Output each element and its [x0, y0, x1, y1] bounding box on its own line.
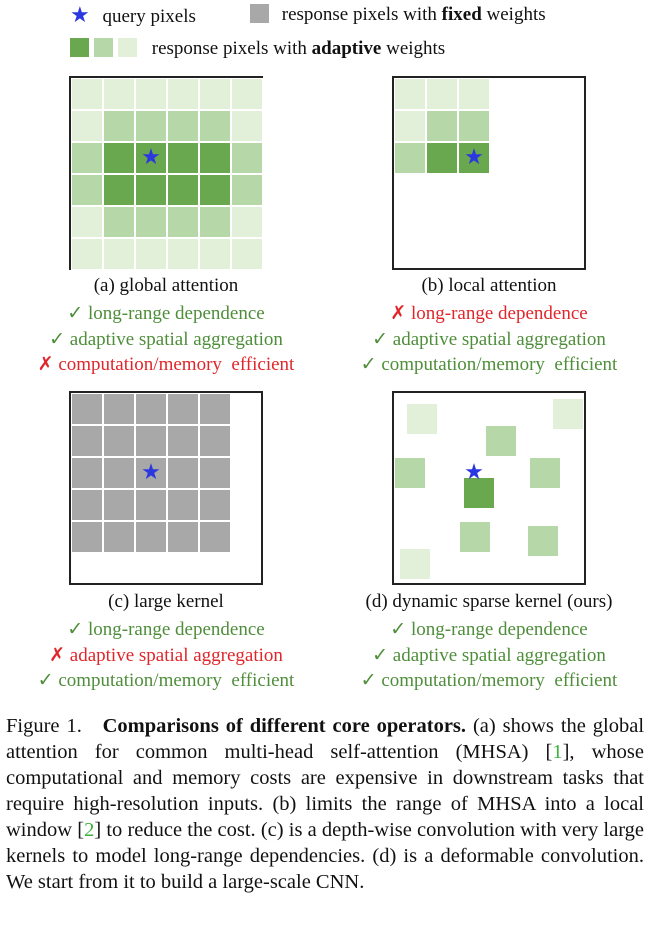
property-text: long-range dependence — [406, 303, 588, 324]
adaptive-cell — [135, 110, 167, 142]
check-icon: ✓ — [372, 328, 389, 350]
fixed-cell — [167, 425, 199, 457]
property-text: computation/memory efficient — [53, 670, 295, 691]
adaptive-dark-swatch — [70, 38, 89, 57]
fixed-cell — [167, 521, 199, 553]
legend-fixed-bold: fixed — [441, 4, 482, 25]
property-line — [19, 644, 313, 667]
property-text: adaptive spatial aggregation — [388, 644, 606, 666]
adaptive-cell — [103, 78, 135, 110]
adaptive-cell — [103, 174, 135, 206]
property-line — [339, 644, 639, 667]
figure-text-2: ], whose computational and memory costs are expensive in downstream tasks that require high-resolution inputs. (b) limits the range of MHSA into a local window [ — [6, 741, 644, 841]
adaptive-cell — [199, 110, 231, 142]
adaptive-cell — [394, 457, 426, 489]
adaptive-cell — [199, 206, 231, 238]
adaptive-cell — [426, 78, 458, 110]
adaptive-cell — [71, 142, 103, 174]
adaptive-cell — [394, 142, 426, 174]
fixed-cell — [135, 393, 167, 425]
query-star-icon: ★ — [464, 459, 484, 484]
fixed-cell — [199, 457, 231, 489]
property-text: long-range dependence — [83, 303, 265, 324]
query-star-icon: ★ — [141, 459, 161, 484]
fixed-cell — [167, 393, 199, 425]
figure-caption — [6, 713, 644, 895]
adaptive-cell — [71, 78, 103, 110]
property-line — [19, 669, 313, 692]
property-text: long-range dependence — [83, 619, 265, 640]
property-line — [339, 328, 639, 351]
check-icon: ✓ — [360, 670, 377, 691]
caption-c: (c) large kernel — [108, 591, 224, 612]
adaptive-cell — [231, 78, 263, 110]
property-text: long-range dependence — [406, 619, 588, 640]
caption-b: (b) local attention — [421, 275, 557, 296]
property-line — [19, 353, 313, 376]
property-line — [339, 302, 639, 325]
adaptive-cell — [399, 548, 431, 580]
adaptive-mid-swatch — [94, 38, 113, 57]
adaptive-cell — [103, 206, 135, 238]
fixed-cell — [71, 521, 103, 553]
adaptive-cell — [167, 238, 199, 270]
adaptive-cell — [167, 206, 199, 238]
adaptive-cell — [485, 425, 517, 457]
citation-1-link[interactable]: 1 — [552, 741, 563, 763]
check-icon: ✓ — [37, 670, 54, 691]
adaptive-cell — [167, 78, 199, 110]
fixed-swatch — [250, 4, 269, 23]
adaptive-cell — [426, 142, 458, 174]
cross-icon: ✗ — [49, 644, 66, 666]
adaptive-cell — [231, 174, 263, 206]
property-text: adaptive spatial aggregation — [65, 644, 283, 666]
figure-text-1: (a) shows the global attention for common multi-head self-attention (MHSA) [ — [6, 715, 645, 763]
query-star-icon: ★ — [464, 144, 484, 169]
legend-adaptive-prefix: response pixels with — [151, 38, 312, 59]
fixed-cell — [71, 425, 103, 457]
query-star-icon: ★ — [70, 2, 90, 27]
legend-adaptive-suffix: weights — [381, 38, 446, 59]
fixed-cell — [103, 457, 135, 489]
property-line — [339, 618, 639, 641]
fixed-cell — [71, 489, 103, 521]
figure-title: Comparisons of different core operators. — [102, 715, 467, 737]
check-icon: ✓ — [390, 619, 407, 640]
adaptive-cell — [167, 142, 199, 174]
adaptive-cell — [231, 110, 263, 142]
adaptive-light-swatch — [118, 38, 137, 57]
caption-a: (a) global attention — [93, 275, 239, 296]
legend-adaptive-bold: adaptive — [311, 38, 382, 59]
adaptive-cell — [458, 78, 490, 110]
legend-fixed — [250, 4, 546, 26]
cross-icon: ✗ — [37, 354, 54, 375]
fixed-cell — [167, 489, 199, 521]
property-line — [339, 669, 639, 692]
adaptive-cell — [71, 174, 103, 206]
adaptive-cell — [71, 238, 103, 270]
legend-fixed-prefix: response pixels with — [281, 4, 442, 25]
caption-d: (d) dynamic sparse kernel (ours) — [365, 591, 613, 612]
adaptive-cell — [103, 110, 135, 142]
adaptive-cell — [231, 142, 263, 174]
adaptive-cell — [394, 78, 426, 110]
legend-adaptive — [70, 38, 445, 60]
check-icon: ✓ — [67, 619, 84, 640]
property-line — [339, 353, 639, 376]
property-line — [19, 328, 313, 351]
adaptive-cell — [71, 206, 103, 238]
adaptive-cell — [103, 142, 135, 174]
adaptive-cell — [459, 521, 491, 553]
adaptive-cell — [135, 206, 167, 238]
panel-local-attention — [392, 76, 586, 270]
query-star-icon: ★ — [141, 144, 161, 169]
legend-fixed-suffix: weights — [481, 4, 546, 25]
adaptive-cell — [199, 142, 231, 174]
property-line — [19, 618, 313, 641]
fixed-cell — [135, 521, 167, 553]
fixed-cell — [199, 521, 231, 553]
fixed-cell — [103, 425, 135, 457]
cross-icon: ✗ — [390, 303, 407, 324]
fixed-cell — [135, 425, 167, 457]
adaptive-cell — [135, 174, 167, 206]
property-text: computation/memory efficient — [376, 354, 618, 375]
fixed-cell — [167, 457, 199, 489]
fixed-cell — [199, 489, 231, 521]
adaptive-cell — [529, 457, 561, 489]
fixed-cell — [71, 393, 103, 425]
fixed-cell — [199, 393, 231, 425]
fixed-cell — [199, 425, 231, 457]
property-text: adaptive spatial aggregation — [65, 328, 283, 350]
adaptive-cell — [167, 174, 199, 206]
adaptive-cell — [135, 78, 167, 110]
adaptive-cell — [199, 78, 231, 110]
adaptive-cell — [231, 206, 263, 238]
figure-text-3: ] to reduce the cost. (c) is a depth-wise convolution with very large kernels to model long-range dependencies. (d) is a deformable convolution. We start from it to build a large-scale CNN. — [6, 819, 645, 893]
check-icon: ✓ — [67, 303, 84, 324]
property-text: computation/memory efficient — [53, 354, 295, 375]
property-text: computation/memory efficient — [376, 670, 618, 691]
adaptive-cell — [103, 238, 135, 270]
adaptive-cell — [199, 174, 231, 206]
check-icon: ✓ — [49, 328, 66, 350]
fixed-cell — [135, 489, 167, 521]
fixed-cell — [103, 489, 135, 521]
adaptive-cell — [458, 110, 490, 142]
adaptive-cell — [167, 110, 199, 142]
check-icon: ✓ — [372, 644, 389, 666]
fixed-cell — [71, 457, 103, 489]
adaptive-cell — [527, 525, 559, 557]
check-icon: ✓ — [360, 354, 377, 375]
legend-query — [70, 4, 196, 28]
fixed-cell — [103, 393, 135, 425]
citation-2-link[interactable]: 2 — [84, 819, 95, 841]
property-text: adaptive spatial aggregation — [388, 328, 606, 350]
adaptive-cell — [394, 110, 426, 142]
adaptive-cell — [406, 403, 438, 435]
adaptive-cell — [199, 238, 231, 270]
adaptive-cell — [552, 398, 584, 430]
fixed-cell — [103, 521, 135, 553]
adaptive-cell — [426, 110, 458, 142]
adaptive-cell — [71, 110, 103, 142]
legend-query-label: query pixels — [102, 6, 196, 27]
panel-large-kernel — [69, 391, 263, 585]
figure-label: Figure 1. — [6, 715, 82, 737]
property-line — [19, 302, 313, 325]
adaptive-cell — [135, 238, 167, 270]
panel-dynamic-sparse-kernel — [392, 391, 586, 585]
panel-global-attention — [69, 76, 263, 270]
adaptive-cell — [231, 238, 263, 270]
